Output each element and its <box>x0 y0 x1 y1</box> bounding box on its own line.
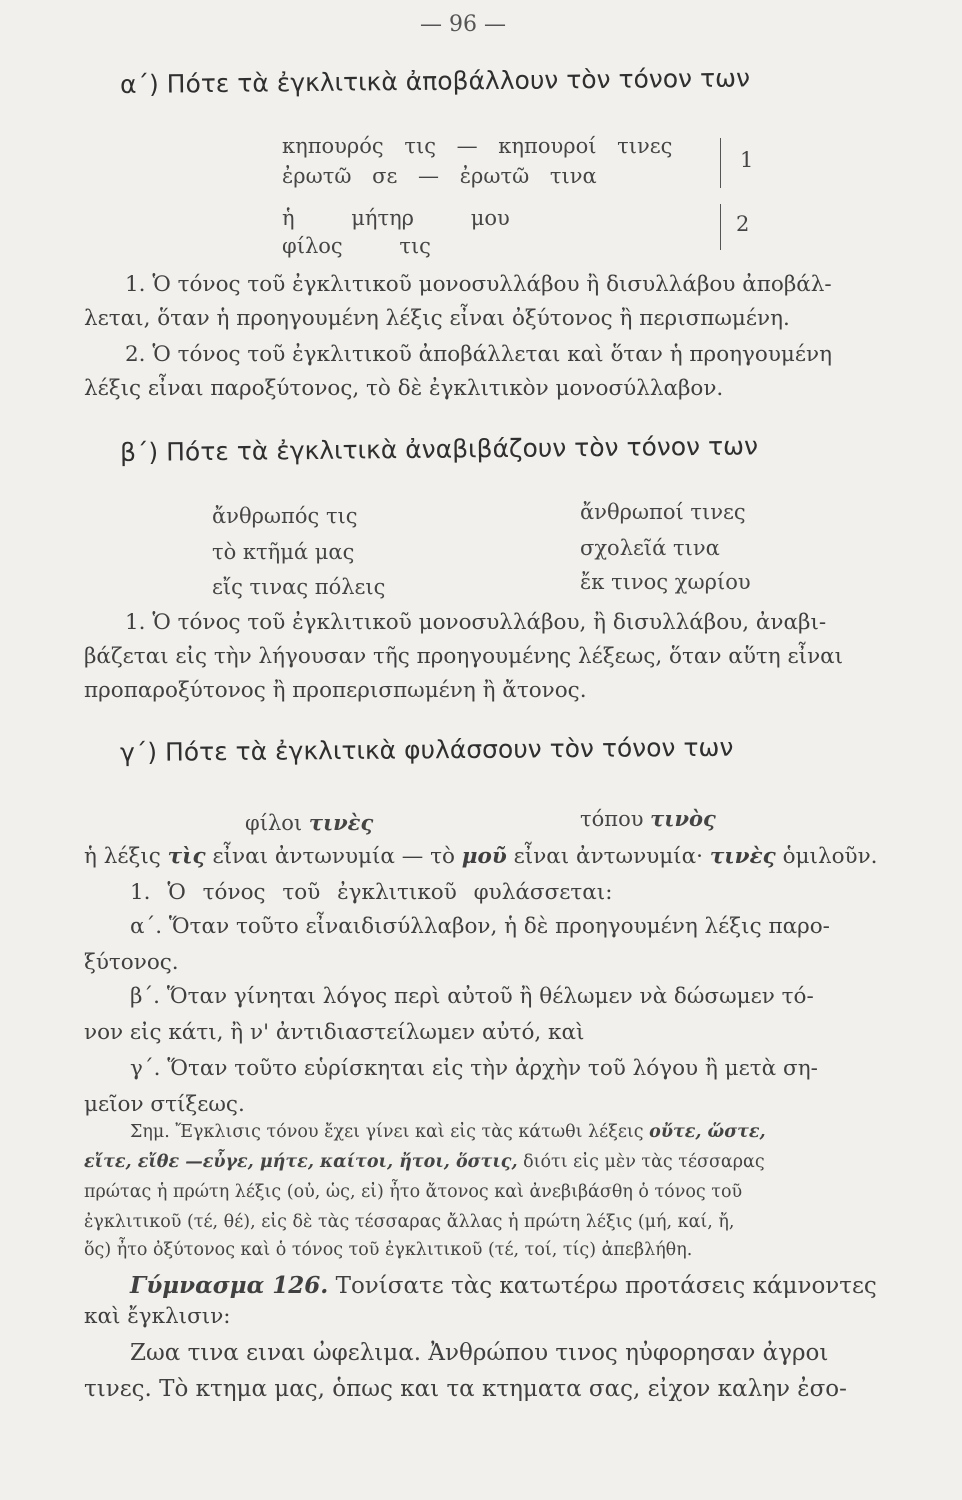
sentence-part: εἶναι ἀντωνυμία — τὸ <box>205 844 462 869</box>
exercise-instruction: Τονίσατε τὰς κατωτέρω προτάσεις κάμνοντες <box>328 1273 877 1299</box>
example-right-3: ἔκ τινος χωρίου <box>580 570 751 594</box>
note-line2-text: διότι εἰς μὲν τὰς τέσσαρας <box>517 1152 765 1172</box>
note-line2 <box>84 1152 765 1172</box>
example-c-left-word: φίλοι <box>245 811 309 835</box>
case-c-line1: γ΄. Ὅταν τοῦτο εὑρίσκηται εἰς τὴν ἀρχὴν τοῦ λόγου ἢ μετὰ ση- <box>130 1056 818 1081</box>
exercise-title: Γύμνασμα 126. <box>130 1272 329 1299</box>
rule-a2-line1: 2. Ὁ τόνος τοῦ ἐγκλιτικοῦ ἀποβάλλεται καὶ ὅταν ἡ προηγουμένη <box>125 342 832 367</box>
note-line3: πρώτας ἡ πρώτη λέξις (οὐ, ὡς, εἰ) ἦτο ἄτονος καὶ ἀνεβιβάσθη ὁ τόνος τοῦ <box>84 1182 743 1202</box>
example-right-2: σχολεῖά τινα <box>580 536 720 560</box>
case-a-line1: α΄. Ὅταν τοῦτο εἶναιδισύλλαβον, ἡ δὲ προηγουμένη λέξις παρο- <box>130 914 830 939</box>
section-a-heading: α΄) Πότε τὰ ἐγκλιτικὰ ἀποβάλλουν τὸν τόνον των <box>119 63 751 99</box>
exercise-line4: τινες. Τὸ κτημα μας, ὁπως και τα κτηματα σας, εἰχον καλην ἐσο- <box>84 1376 847 1402</box>
group-label-2: 2 <box>736 212 750 236</box>
sentence-part: ἡ λέξις <box>84 844 168 869</box>
sentence-part: εἶναι ἀντωνυμία· <box>506 844 710 869</box>
exercise-heading <box>130 1272 877 1299</box>
group-brace-2 <box>720 204 721 250</box>
rule-a1-line1: 1. Ὁ τόνος τοῦ ἐγκλιτικοῦ μονοσυλλάβου ἢ δισυλλάβου ἀποβάλ- <box>125 272 832 297</box>
example-2: ἐρωτῶ σε — ἐρωτῶ τινα <box>282 164 597 188</box>
note-line1 <box>130 1122 766 1142</box>
example-c-left <box>245 810 373 835</box>
sentence-enclitic-1: τὶς <box>167 844 206 869</box>
page-number: — 96 — <box>420 12 506 37</box>
example-left-3: εἴς τινας πόλεις <box>212 575 386 599</box>
note-line2-words: εἴτε, εἴθε —εὖγε, μήτε, καίτοι, ἤτοι, ὅστις, <box>84 1152 518 1172</box>
note-line4: ἐγκλιτικοῦ (τέ, θέ), εἰς δὲ τὰς τέσσαρας ἄλλας ἡ πρώτη λέξις (μή, καί, ἤ, <box>84 1212 735 1232</box>
example-c-right-word: τόπου <box>580 807 651 831</box>
rule-b-line3: προπαροξύτονος ἢ προπερισπωμένη ἢ ἄτονος. <box>84 678 587 703</box>
sentence-part: ὁμιλοῦν. <box>775 844 878 869</box>
rule-a1-line2: λεται, ὅταν ἡ προηγουμένη λέξις εἶναι ὀξύτονος ἢ περισπωμένη. <box>84 306 790 331</box>
example-1: κηπουρός τις — κηπουροί τινες <box>282 134 673 158</box>
sentence-enclitic-2: μοῦ <box>461 844 507 869</box>
section-b-heading: β΄) Πότε τὰ ἐγκλιτικὰ ἀναβιβάζουν τὸν τόνον των <box>119 431 759 467</box>
group-brace-1 <box>720 138 721 188</box>
exercise-line2: καὶ ἔγκλισιν: <box>84 1304 231 1329</box>
rule-c-intro: 1. Ὁ τόνος τοῦ ἐγκλιτικοῦ φυλάσσεται: <box>130 880 613 905</box>
sentence-enclitic-3: τινὲς <box>709 844 776 869</box>
section-c-heading: γ΄) Πότε τὰ ἐγκλιτικὰ φυλάσσουν τὸν τόνον των <box>119 732 734 767</box>
example-c-left-enclitic: τινὲς <box>308 810 374 835</box>
note-line5: ὅς) ἦτο ὀξύτονος καὶ ὁ τόνος τοῦ ἐγκλιτικοῦ (τέ, τοί, τίς) ἀπεβλήθη. <box>84 1240 693 1260</box>
example-c-sentence <box>84 844 878 869</box>
case-b-line1: β΄. Ὅταν γίνηται λόγος περὶ αὐτοῦ ἢ θέλωμεν νὰ δώσωμεν τό- <box>130 984 814 1009</box>
example-c-right-enclitic: τινὸς <box>650 806 716 831</box>
example-right-1: ἄνθρωποί τινες <box>580 500 746 524</box>
example-left-2: τὸ κτῆμά μας <box>212 540 355 564</box>
case-b-line2: νον εἰς κάτι, ἢ ν' ἀντιδιαστείλωμεν αὐτό, καὶ <box>84 1020 585 1045</box>
case-c-line2: μεῖον στίξεως. <box>84 1092 245 1117</box>
example-c-right <box>580 806 716 831</box>
example-left-1: ἄνθρωπός τις <box>212 504 358 528</box>
rule-b-line2: βάζεται εἰς τὴν λήγουσαν τῆς προηγουμένης λέξεως, ὅταν αὕτη εἶναι <box>84 644 844 669</box>
rule-a2-line2: λέξις εἶναι παροξύτονος, τὸ δὲ ἐγκλιτικὸν μονοσύλλαβον. <box>84 376 724 401</box>
example-3: ἡ μήτηρ μου <box>282 206 510 230</box>
rule-b-line1: 1. Ὁ τόνος τοῦ ἐγκλιτικοῦ μονοσυλλάβου, ἢ δισυλλάβου, ἀναβι- <box>125 610 827 635</box>
exercise-line3: Ζωα τινα ειναι ὠφελιμα. Ἀνθρώπου τινος ηὐφορησαν ἀγροι <box>130 1340 829 1366</box>
note-line1-words: οὔτε, ὥστε, <box>649 1122 766 1142</box>
case-a-line2: ξύτονος. <box>84 950 179 975</box>
example-4: φίλος τις <box>282 234 431 258</box>
note-line1-text: Σημ. Ἔγκλισις τόνου ἔχει γίνει καὶ εἰς τὰς κάτωθι λέξεις <box>130 1122 650 1142</box>
group-label-1: 1 <box>740 148 754 172</box>
